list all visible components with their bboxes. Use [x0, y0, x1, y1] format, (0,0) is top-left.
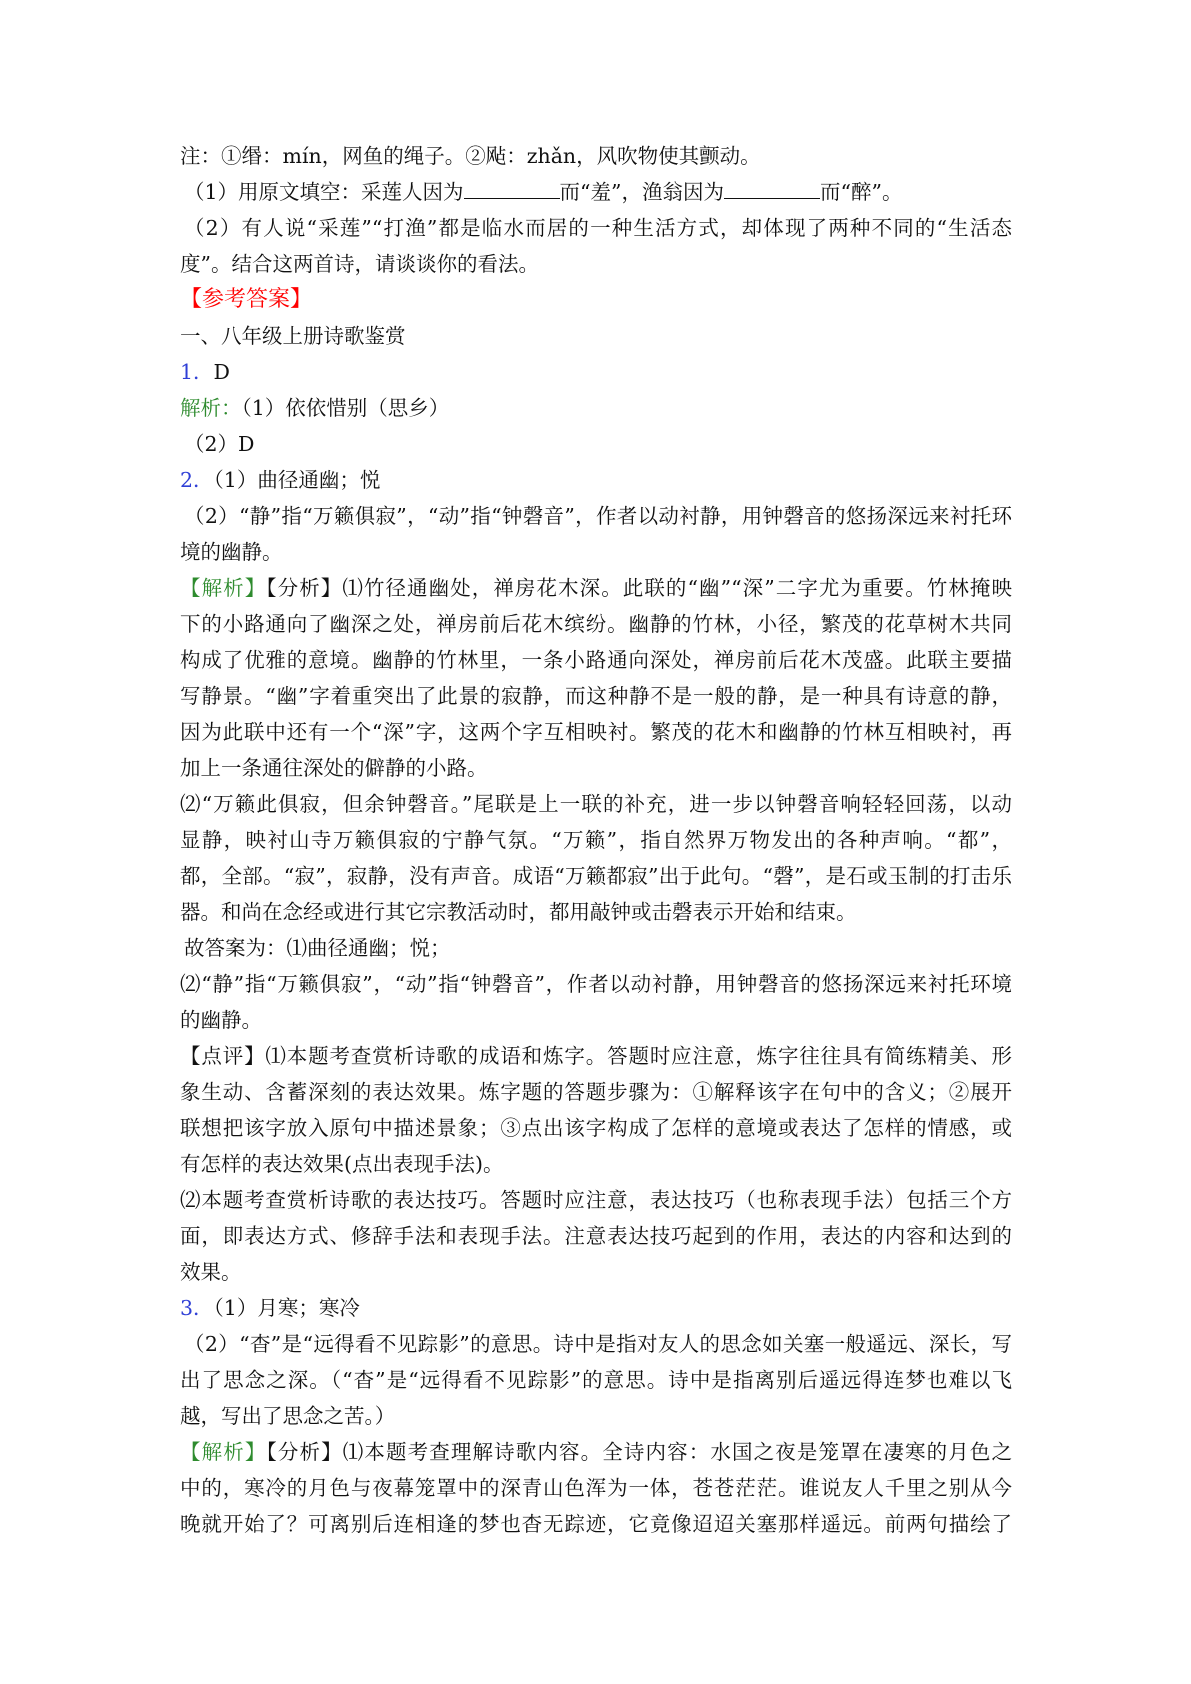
- analysis-line: 效果。: [180, 1260, 242, 1284]
- question-2-line-2: 度”。结合这两首诗，请谈谈你的看法。: [180, 252, 539, 276]
- section-title: 一、八年级上册诗歌鉴赏: [180, 324, 406, 348]
- analysis-line: 下的小路通向了幽深之处，禅房前后花木缤纷。幽静的竹林，小径，繁茂的花草树木共同: [180, 612, 1012, 636]
- answer-1: 1．D: [180, 360, 230, 384]
- analysis-line: 加上一条通往深处的僻静的小路。: [180, 756, 488, 780]
- document-page: [180, 138, 1012, 1542]
- answer-3-part-2-line: 越，写出了思念之苦。）: [180, 1404, 396, 1428]
- analysis-line: 象生动、含蓄深刻的表达效果。炼字题的答题步骤为：①解释该字在句中的含义；②展开: [180, 1080, 1012, 1104]
- analysis-line: 的幽静。: [180, 1008, 262, 1032]
- footnote: 注：①缗：mín，网鱼的绳子。②飐：zhǎn，风吹物使其颤动。: [180, 144, 761, 168]
- question-1: （1）用原文填空：采莲人因为 而“羞”，渔翁因为 而“醉”。: [184, 180, 903, 204]
- analysis-line: 面，即表达方式、修辞手法和表现手法。注意表达技巧起到的作用，表达的内容和达到的: [180, 1224, 1012, 1248]
- analysis-line: 都，全部。“寂”，寂静，没有声音。成语“万籁都寂”出于此句。“磬”，是石或玉制的打击乐: [180, 864, 1012, 888]
- answer-1-analysis: 解析：（1）依依惜别（思乡）: [180, 396, 450, 420]
- answer-3-part-2-line: （2）“杳”是“远得看不见踪影”的意思。诗中是指对友人的思念如关塞一般遥远、深长，写: [184, 1332, 1012, 1356]
- analysis-line: 【解析】【分析】⑴竹径通幽处，禅房花木深。此联的“幽”“深”二字尤为重要。竹林掩映: [180, 576, 1013, 600]
- analysis-line: ⑵“万籁此俱寂，但余钟磬音。”尾联是上一联的补充，进一步以钟磬音响轻轻回荡，以动: [180, 792, 1012, 816]
- answer-3-part-2-line: 出了思念之深。（“杳”是“远得看不见踪影”的意思。诗中是指离别后遥远得连梦也难以飞: [180, 1368, 1012, 1392]
- analysis-line: 器。和尚在念经或进行其它宗教活动时，都用敲钟或击磬表示开始和结束。: [180, 900, 857, 924]
- analysis-line: 写静景。“幽”字着重突出了此景的寂静，而这种静不是一般的静，是一种具有诗意的静，: [180, 684, 1012, 708]
- analysis-line: 联想把该字放入原句中描述景象；③点出该字构成了怎样的意境或表达了怎样的情感，或: [180, 1116, 1012, 1140]
- analysis-line: 显静，映衬山寺万籁俱寂的宁静气氛。“万籁”，指自然界万物发出的各种声响。“都”，: [180, 828, 1012, 852]
- analysis-line: 晚就开始了？可离别后连相逢的梦也杳无踪迹，它竟像迢迢关塞那样遥远。前两句描绘了: [180, 1512, 1012, 1536]
- analysis-line: 【点评】⑴本题考查赏析诗歌的成语和炼字。答题时应注意，炼字往往具有简练精美、形: [180, 1044, 1012, 1068]
- analysis-line: 有怎样的表达效果(点出表现手法)。: [180, 1152, 504, 1176]
- analysis-line: ⑵“静”指“万籁俱寂”，“动”指“钟磬音”，作者以动衬静，用钟磬音的悠扬深远来衬托环境: [180, 972, 1012, 996]
- analysis-line: 【解析】【分析】⑴本题考查理解诗歌内容。全诗内容：水国之夜是笼罩在凄寒的月色之: [180, 1440, 1012, 1464]
- analysis-line: 因为此联中还有一个“深”字，这两个字互相映衬。繁茂的花木和幽静的竹林互相映衬，再: [180, 720, 1012, 744]
- answer-1-part-2: （2）D: [184, 432, 255, 456]
- analysis-line: 故答案为：⑴曲径通幽；悦；: [184, 936, 451, 960]
- blank-2: [724, 180, 820, 199]
- analysis-line: 构成了优雅的意境。幽静的竹林里，一条小路通向深处，禅房前后花木茂盛。此联主要描: [180, 648, 1012, 672]
- answer-3: 3．（1）月寒；寒冷: [180, 1296, 360, 1320]
- analysis-line: ⑵本题考查赏析诗歌的表达技巧。答题时应注意，表达技巧（也称表现手法）包括三个方: [180, 1188, 1012, 1212]
- answer-2: 2．（1）曲径通幽；悦: [180, 468, 381, 492]
- answer-2-part-2-line-1: （2）“静”指“万籁俱寂”，“动”指“钟磬音”，作者以动衬静，用钟磬音的悠扬深远来衬托环: [184, 504, 1012, 528]
- analysis-line: 中的，寒冷的月色与夜幕笼罩中的深青山色浑为一体，苍苍茫茫。谁说友人千里之别从今: [180, 1476, 1012, 1500]
- question-2-line-1: （2）有人说“采莲”“打渔”都是临水而居的一种生活方式，却体现了两种不同的“生活态: [184, 216, 1012, 240]
- answer-2-part-2-line-2: 境的幽静。: [180, 540, 283, 564]
- answer-header: 【参考答案】: [180, 287, 313, 312]
- blank-1: [464, 180, 560, 199]
